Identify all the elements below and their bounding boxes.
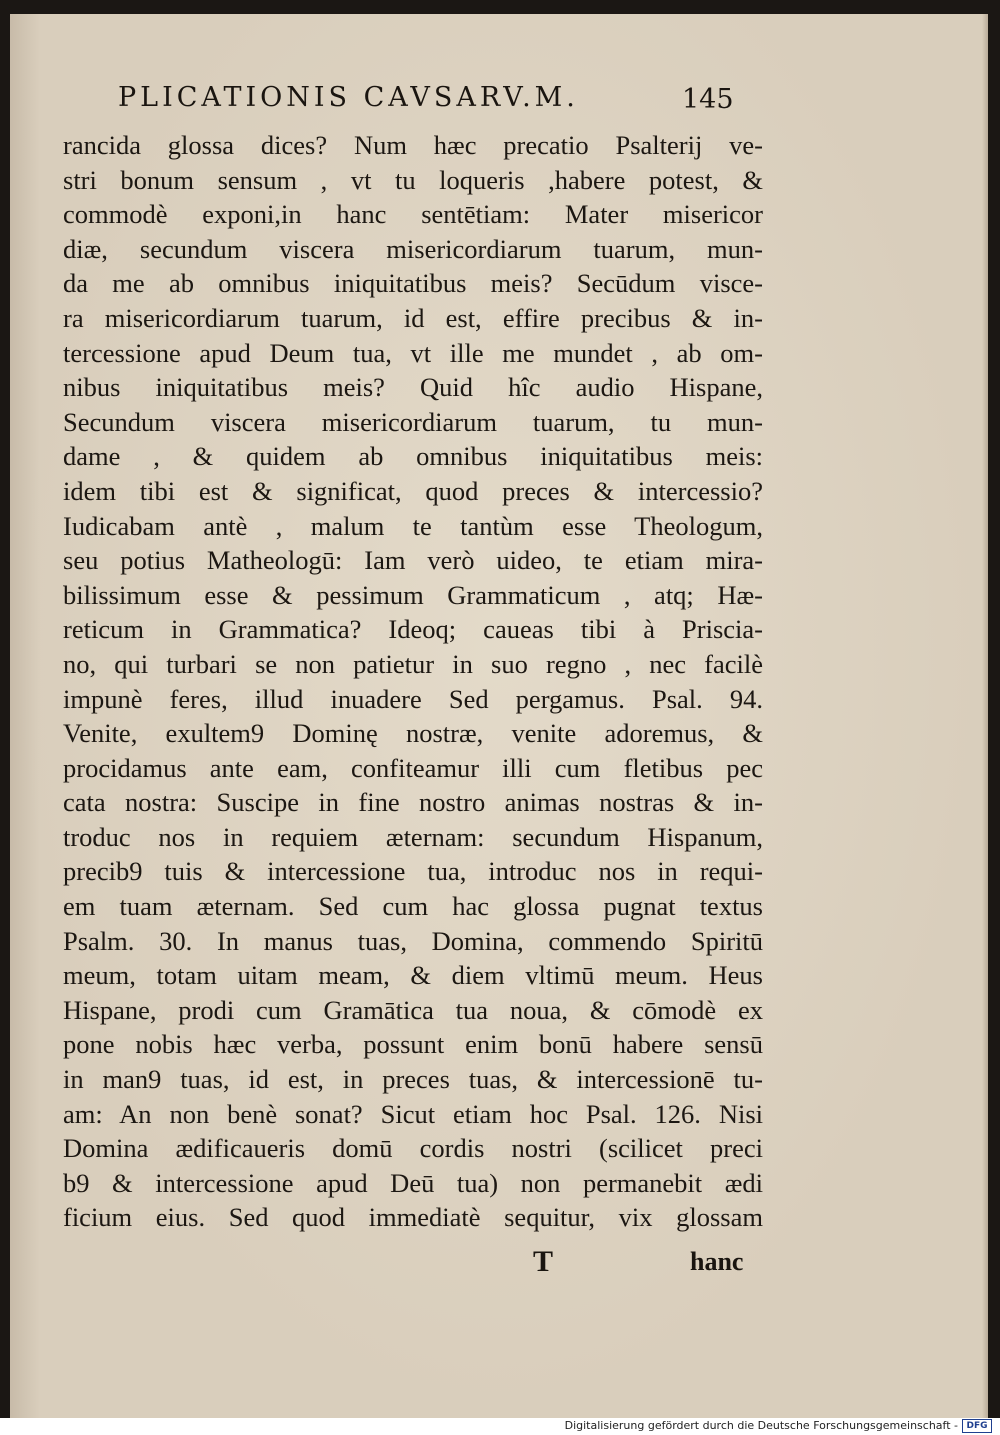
page-number: 145 <box>682 84 734 115</box>
text-line: Hispane, prodi cum Gramātica tua noua, & cōmodè ex <box>63 994 763 1025</box>
text-line: Psalm. 30. In manus tuas, Domina, commendo Spiritū <box>63 925 763 956</box>
text-line: nibus iniquitatibus meis? Quid hîc audio Hispane, <box>63 372 763 403</box>
text-line: procidamus ante eam, confiteamur illi cum fletibus pec <box>63 752 763 783</box>
running-head: PLICATIONIS CAVSARV.M. <box>118 82 579 113</box>
page-edge-shadow <box>982 14 988 1418</box>
text-line: da me ab omnibus iniquitatibus meis? Secūdum visce- <box>63 268 763 299</box>
text-line: b9 & intercessione apud Deū tua) non permanebit ædi <box>63 1167 763 1198</box>
text-line: precib9 tuis & intercessione tua, introduc nos in requi- <box>63 856 763 887</box>
text-line: idem tibi est & significat, quod preces & intercessio? <box>63 475 763 506</box>
text-line: stri bonum sensum , vt tu loqueris ,habere potest, & <box>63 164 763 195</box>
catchword: hanc <box>690 1247 744 1276</box>
text-line: pone nobis hæc verba, possunt enim bonū habere sensū <box>63 1029 763 1060</box>
text-line: cata nostra: Suscipe in fine nostro animas nostras & in- <box>63 787 763 818</box>
text-line: no, qui turbari se non patietur in suo regno , nec facilè <box>63 648 763 679</box>
text-line: impunè feres, illud inuadere Sed pergamus. Psal. 94. <box>63 683 763 714</box>
text-line: in man9 tuas, id est, in preces tuas, & intercessionē tu- <box>63 1064 763 1095</box>
text-line: commodè exponi,in hanc sentētiam: Mater misericor <box>63 199 763 230</box>
text-line: troduc nos in requiem æternam: secundum Hispanum, <box>63 821 763 852</box>
footer-bar <box>0 1418 1000 1435</box>
text-line: Secundum viscera misericordiarum tuarum, tu mun- <box>63 406 763 437</box>
text-line: am: An non benè sonat? Sicut etiam hoc Psal. 126. Nisi <box>63 1098 763 1129</box>
text-line: em tuam æternam. Sed cum hac glossa pugnat textus <box>63 891 763 922</box>
signature-mark: T <box>533 1245 554 1278</box>
text-line: dame , & quidem ab omnibus iniquitatibus meis: <box>63 441 763 472</box>
text-line: meum, totam uitam meam, & diem vltimū meum. Heus <box>63 960 763 991</box>
text-line: rancida glossa dices? Num hæc precatio Psalterij ve- <box>63 130 763 160</box>
text-line: ficium eius. Sed quod immediatè sequitur, vix glossam <box>63 1202 763 1233</box>
text-line: diæ, secundum viscera misericordiarum tuarum, mun- <box>63 233 763 264</box>
footer-credit: Digitalisierung gefördert durch die Deutsche Forschungsgemeinschaft - <box>564 1419 958 1432</box>
text-line: tercessione apud Deum tua, vt ille me mundet , ab om- <box>63 337 763 368</box>
text-line: reticum in Grammatica? Ideoq; caueas tibi à Priscia- <box>63 614 763 645</box>
text-line: Domina ædificaueris domū cordis nostri (scilicet preci <box>63 1133 763 1164</box>
text-line: Venite, exultem9 Dominę nostræ, venite adoremus, & <box>63 718 763 749</box>
text-line: seu potius Matheologū: Iam verò uideo, te etiam mira- <box>63 545 763 576</box>
text-line: ra misericordiarum tuarum, id est, effire precibus & in- <box>63 302 763 333</box>
text-line: Iudicabam antè , malum te tantùm esse Theologum, <box>63 510 763 541</box>
body-text <box>63 128 763 1235</box>
dfg-logo: DFG <box>962 1419 992 1433</box>
text-line: bilissimum esse & pessimum Grammaticum , atq; Hæ- <box>63 579 763 610</box>
